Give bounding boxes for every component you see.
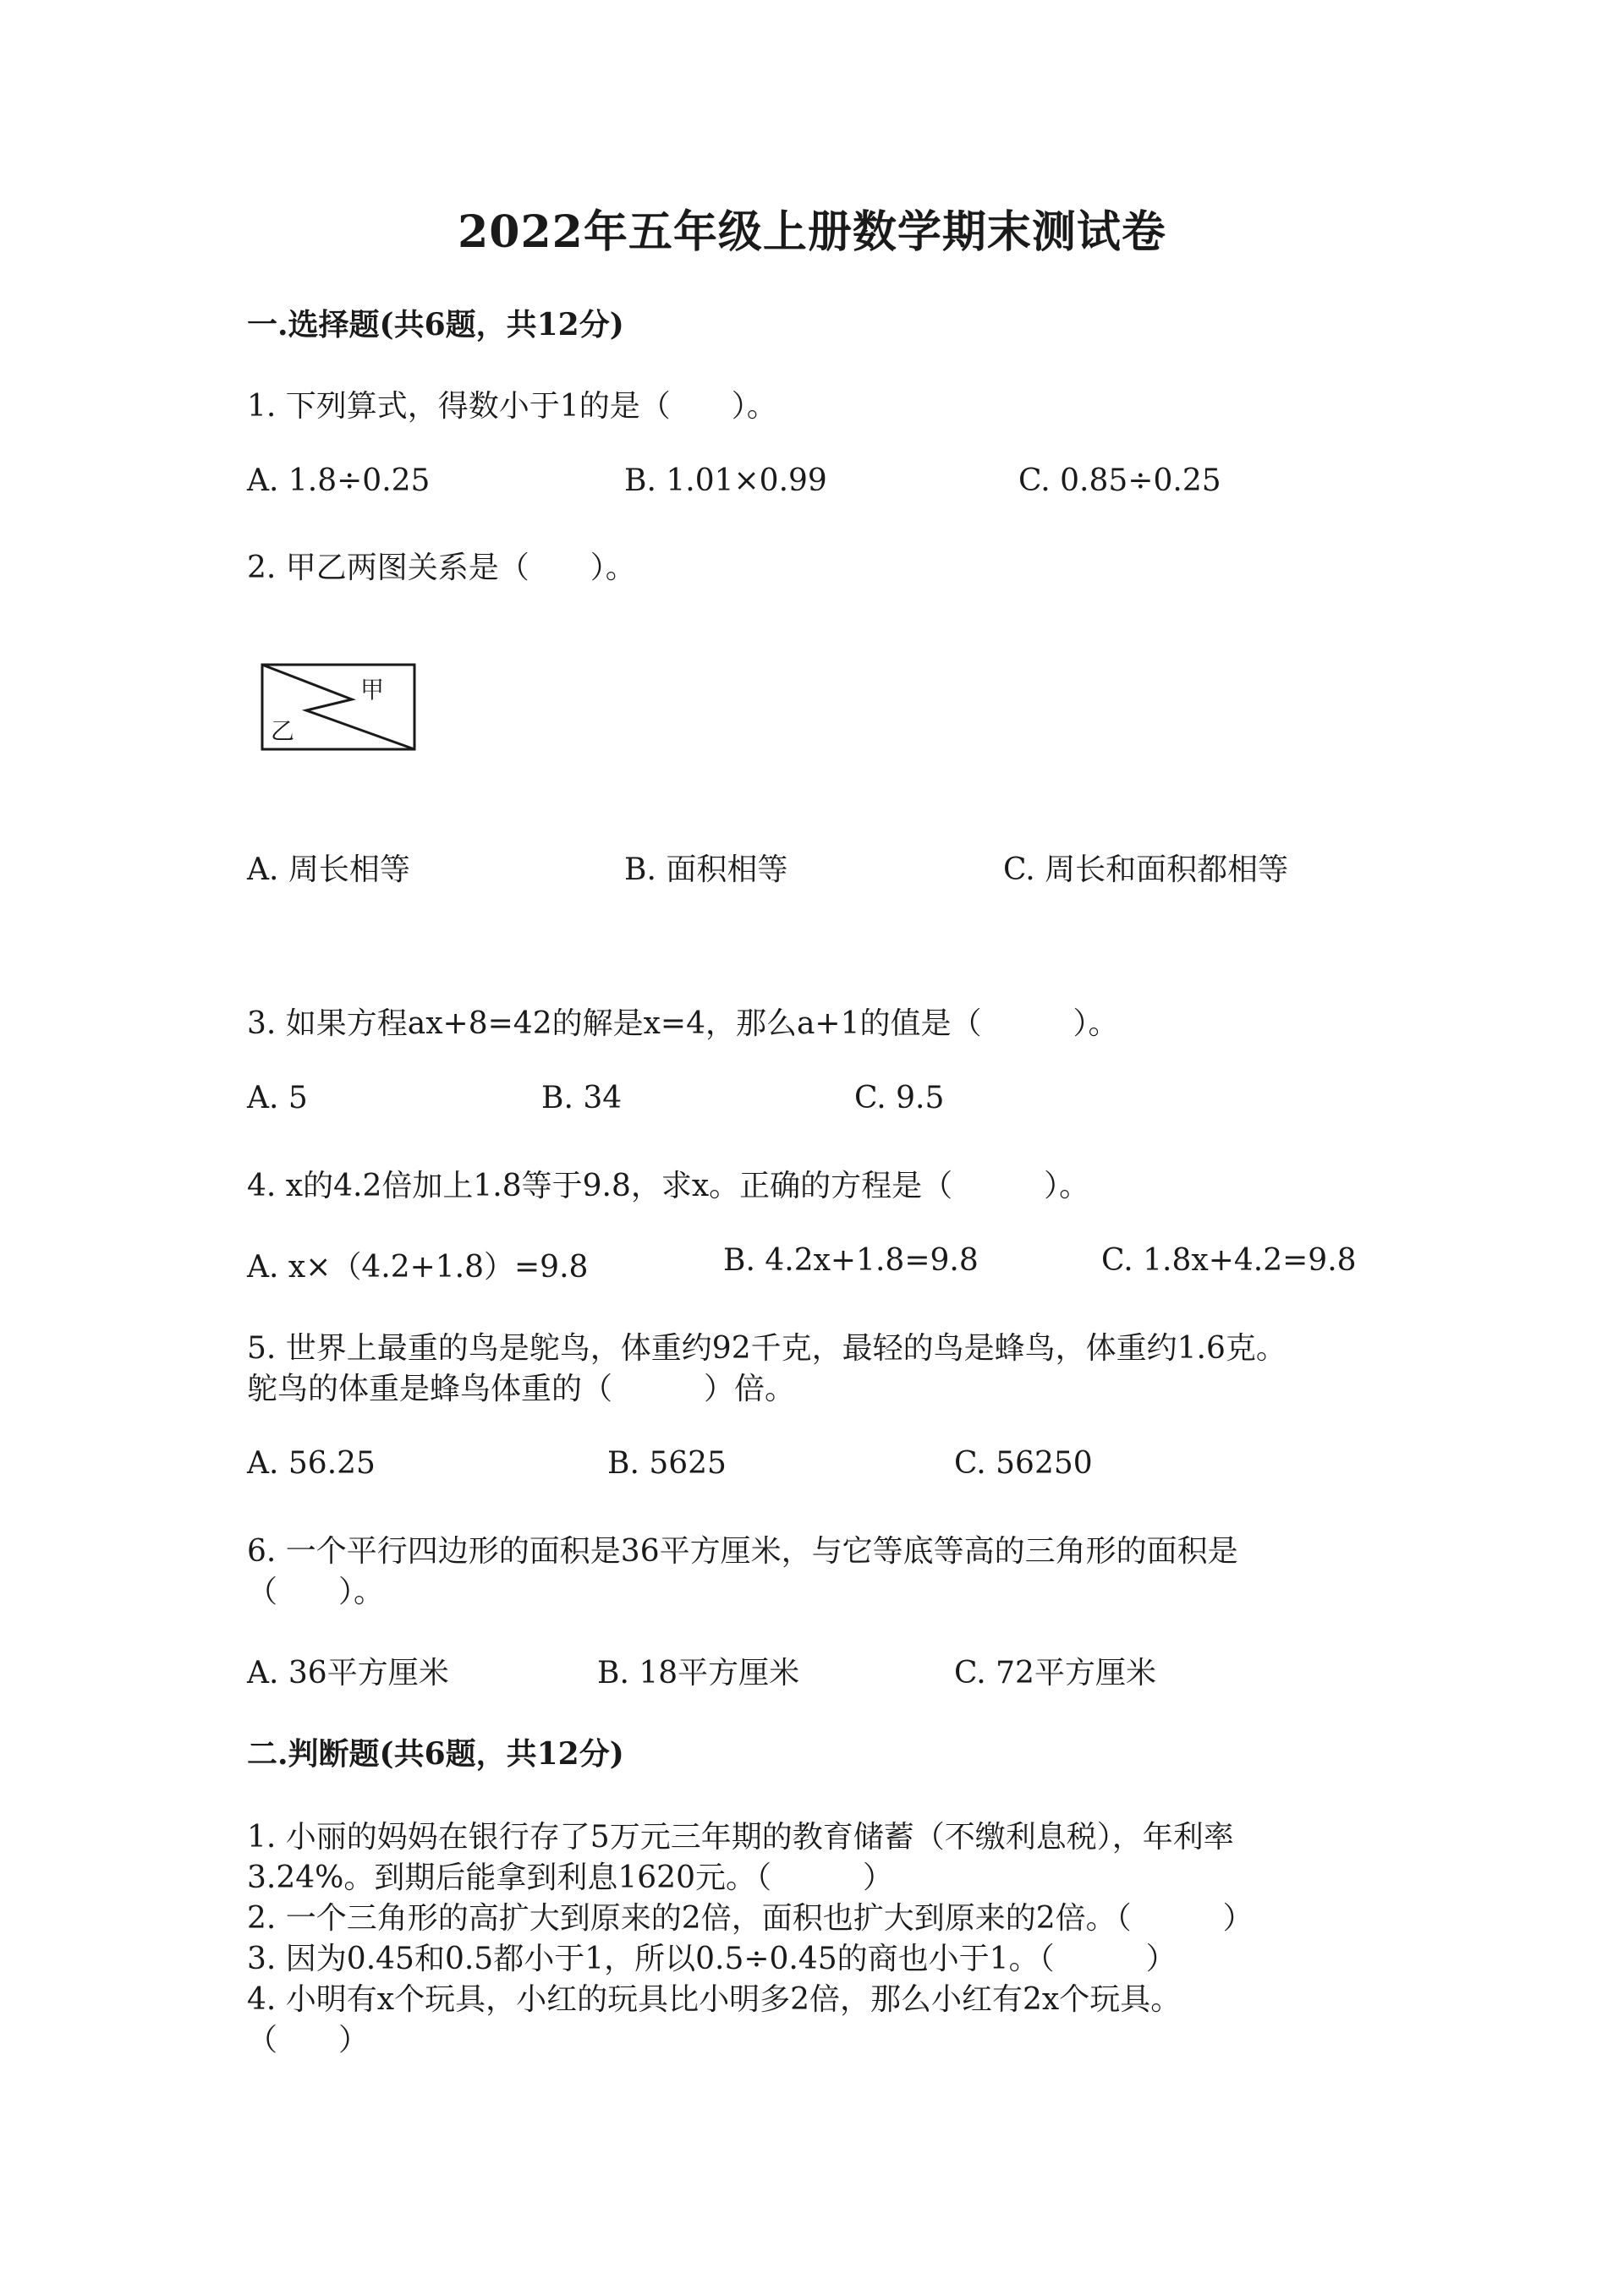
q3-option-a: A. 5 — [247, 1081, 308, 1115]
shape-diagram — [259, 661, 418, 754]
question-2: 2. 甲乙两图关系是（ ）。 — [247, 551, 636, 585]
page-title: 2022年五年级上册数学期末测试卷 — [458, 206, 1166, 258]
q2-option-c: C. 周长和面积都相等 — [1003, 852, 1289, 887]
judge-line-3: 2. 一个三角形的高扩大到原来的2倍，面积也扩大到原来的2倍。（ ） — [247, 1901, 1254, 1936]
section-heading-choice: 一.选择题(共6题，共12分) — [247, 307, 624, 342]
q6-option-a: A. 36平方厘米 — [247, 1656, 449, 1690]
question-5-line-1: 5. 世界上最重的鸟是鸵鸟，体重约92千克，最轻的鸟是蜂鸟，体重约1.6克。 — [247, 1331, 1287, 1366]
q2-option-a: A. 周长相等 — [247, 852, 410, 887]
q1-option-b: B. 1.01×0.99 — [624, 463, 827, 498]
q1-option-c: C. 0.85÷0.25 — [1018, 463, 1221, 498]
judge-line-2: 3.24%。到期后能拿到利息1620元。（ ） — [247, 1860, 893, 1895]
judge-line-4: 3. 因为0.45和0.5都小于1，所以0.5÷0.45的商也小于1。（ ） — [247, 1942, 1177, 1976]
question-5-line-2: 鸵鸟的体重是蜂鸟体重的（ ）倍。 — [247, 1372, 796, 1406]
q5-option-b: B. 5625 — [607, 1446, 727, 1481]
question-4: 4. x的4.2倍加上1.8等于9.8，求x。正确的方程是（ ）。 — [247, 1169, 1090, 1203]
q5-option-a: A. 56.25 — [247, 1446, 376, 1481]
judge-line-1: 1. 小丽的妈妈在银行存了5万元三年期的教育储蓄（不缴利息税），年利率 — [247, 1820, 1234, 1855]
question-6-line-1: 6. 一个平行四边形的面积是36平方厘米，与它等底等高的三角形的面积是 — [247, 1534, 1238, 1569]
q3-option-c: C. 9.5 — [854, 1081, 945, 1115]
question-3: 3. 如果方程ax+8=42的解是x=4，那么a+1的值是（ ）。 — [247, 1006, 1119, 1041]
q4-option-c: C. 1.8x+4.2=9.8 — [1101, 1243, 1357, 1278]
q4-option-b: B. 4.2x+1.8=9.8 — [723, 1243, 979, 1278]
judge-line-6: （ ） — [247, 2023, 370, 2058]
rectangle-divided-figure — [259, 661, 418, 754]
q6-option-b: B. 18平方厘米 — [597, 1656, 800, 1690]
q1-option-a: A. 1.8÷0.25 — [247, 463, 431, 498]
q2-option-b: B. 面积相等 — [624, 852, 788, 887]
judge-line-5: 4. 小明有x个玩具，小红的玩具比小明多2倍，那么小红有2x个玩具。 — [247, 1982, 1182, 2017]
q6-option-c: C. 72平方厘米 — [954, 1656, 1156, 1690]
q4-option-a: A. x×（4.2+1.8）=9.8 — [247, 1250, 589, 1285]
q3-option-b: B. 34 — [541, 1081, 623, 1115]
section-heading-judgement: 二.判断题(共6题，共12分) — [247, 1736, 624, 1772]
label-yi: 乙 — [271, 717, 295, 745]
question-1: 1. 下列算式，得数小于1的是（ ）。 — [247, 389, 777, 424]
label-jia: 甲 — [360, 676, 385, 704]
q5-option-c: C. 56250 — [954, 1446, 1093, 1481]
question-6-line-2: （ ）。 — [247, 1575, 385, 1609]
